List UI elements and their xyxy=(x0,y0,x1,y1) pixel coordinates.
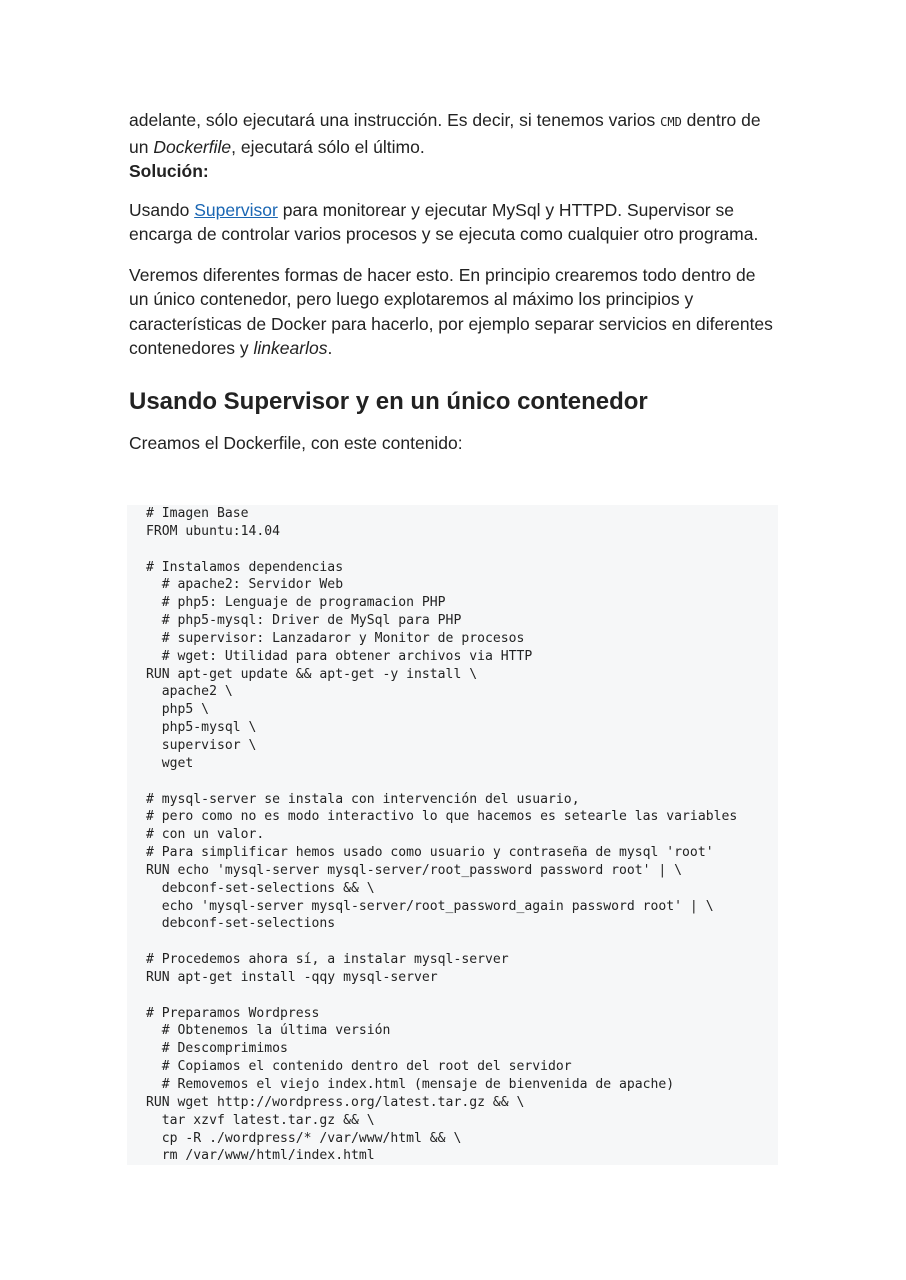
paragraph-dockerfile-intro: Creamos el Dockerfile, con este contenido: xyxy=(129,432,463,453)
document-body xyxy=(129,108,779,469)
paragraph-approaches: Veremos diferentes formas de hacer esto. En principio crearemos todo dentro de un único contenedor, pero luego explotaremos al máximo los principios y características de Docker para hacerlo, por ejemplo separar servicios en diferentes contenedores y linkearlos. xyxy=(129,264,773,358)
supervisor-link[interactable]: Supervisor xyxy=(194,199,278,220)
paragraph-cmd-note: adelante, sólo ejecutará una instrucción. Es decir, si tenemos varios CMD dentro de un Dockerfile, ejecutará sólo el último. xyxy=(129,110,761,157)
paragraph-supervisor: Usando Supervisor para monitorear y ejecutar MySql y HTTPD. Supervisor se encarga de controlar varios procesos y se ejecuta como cualquier otro programa. xyxy=(129,199,759,244)
dockerfile-code: # Imagen Base FROM ubuntu:14.04 # Instalamos dependencias # apache2: Servidor Web # php5: Lenguaje de programacion PHP # php5-mysql: Driver de MySql para PHP # supervisor: Lanzadaror y Monitor de procesos # wget: Utilidad para obtener archivos via HTTP RUN apt-get update && apt-get -y install \ apache2 \ php5 \ php5-mysql \ supervisor \ wget # mysql-server se instala con intervención del usuario, # pero como no es modo interactivo lo que hacemos es setearle las variables # con un valor. # Para simplificar hemos usado como usuario y contraseña de mysql 'root' RUN echo 'mysql-server mysql-server/root_password password root' | \ debconf-set-selections && \ echo 'mysql-server mysql-server/root_password_again password root' | \ debconf-set-selections # Procedemos ahora sí, a instalar mysql-server RUN apt-get install -qqy mysql-server # Preparamos Wordpress # Obtenemos la última versión # Descomprimimos # Copiamos el contenido dentro del root del servidor # Removemos el viejo index.html (mensaje de bienvenida de apache) RUN wget http://wordpress.org/latest.tar.gz && \ tar xzvf latest.tar.gz && \ cp -R ./wordpress/* /var/www/html && \ rm /var/www/html/index.html xyxy=(146,506,738,1164)
section-heading: Usando Supervisor y en un único contenedor xyxy=(129,387,648,415)
solution-label: Solución: xyxy=(129,161,209,181)
code-block xyxy=(127,505,778,1165)
inline-code-cmd: CMD xyxy=(660,115,682,129)
